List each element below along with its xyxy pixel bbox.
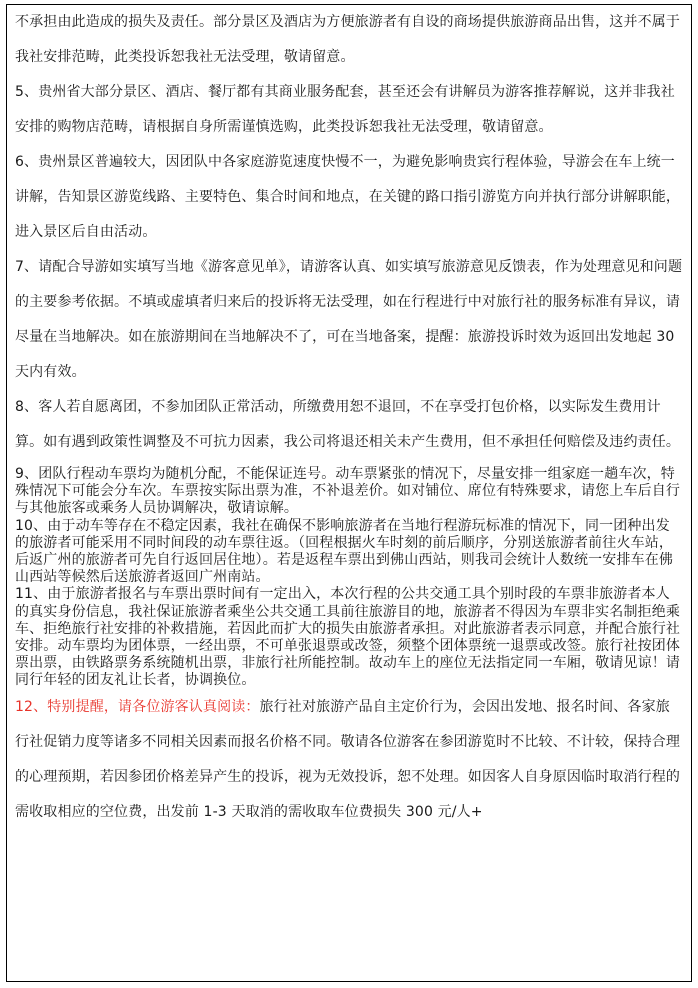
paragraph-7: 7、请配合导游如实填写当地《游客意见单》，请游客认真、如实填写旅游意见反馈表，作为处理意见和问题的主要参考依据。不填或虚填者归来后的投诉将无法受理，如在行程进行中对旅行社的服务标准有异议，请尽量在当地解决。如在旅游期间在当地解决不了，可在当地备案，提醒：旅游投诉时效为返回出发地起 30 天内有效。 — [15, 259, 683, 380]
paragraph-8: 8、客人若自愿离团，不参加团队正常活动，所缴费用恕不退回，不在享受打包价格，以实际发生费用计算。如有遇到政策性调整及不可抗力因素，我公司将退还相关未产生费用，但不承担任何赔偿及违约责任。 — [15, 399, 681, 450]
document-frame — [6, 4, 692, 982]
paragraph-12 — [15, 690, 683, 830]
paragraph-intro: 不承担由此造成的损失及责任。部分景区及酒店为方便旅游者有自设的商场提供旅游商品出售，这并不属于我社安排范畴，此类投诉恕我社无法受理，敬请留意。 — [15, 14, 681, 65]
paragraph-10: 10、由于动车等存在不稳定因素，我社在确保不影响旅游者在当地行程游玩标准的情况下，同一团种出发的旅游者可能采用不同时间段的动车票往返。（回程根据火车时刻的前后顺序，分别送旅游者前往火车站，后返广州的旅游者可先自行返回居住地）。若是返程车票出到佛山西站，则我司会统计人数统一安排车在佛山西站等候然后送旅游者返回广州南站。 — [15, 517, 674, 586]
paragraph-5: 5、贵州省大部分景区、酒店、餐厅都有其商业服务配套，甚至还会有讲解员为游客推荐解说，这并非我社安排的购物店范畴，请根据自身所需谨慎选购，此类投诉恕我社无法受理，敬请留意。 — [15, 84, 675, 135]
paragraph-9: 9、团队行程动车票均为随机分配，不能保证连号。动车票紧张的情况下，尽量安排一组家庭一趟车次，特殊情况下可能会分车次。车票按实际出票为准，不补退差价。如对铺位、席位有特殊要求，请您上车后自行与其他旅客或乘务人员协调解决，敬请谅解。 — [15, 466, 681, 517]
paragraph-12-body: 旅行社对旅游产品自主定价行为，会因出发地、报名时间、各家旅行社促销力度等诸多不同相关因素而报名价格不同。敬请各位游客在参团游览时不比较、不计较，保持合理的心理预期，若因参团价格差异产生的投诉，视为无效投诉，恕不处理。如因客人自身原因临时取消行程的需收取相应的空位费，出发前 1-3 天取消的需收取车位费损失 300 元/人+ — [15, 698, 681, 820]
paragraph-11: 11、由于旅游者报名与车票出票时间有一定出入，本次行程的公共交通工具个别时段的车票非旅游者本人的真实身份信息，我社保证旅游者乘坐公共交通工具前往旅游目的地，旅游者不得因为车票非实名制拒绝乘车、拒绝旅行社安排的补救措施，若因此而扩大的损失由旅游者承担。对此旅游者表示同意，并配合旅行社安排。动车票均为团体票，一经出票，不可单张退票或改签，须整个团体票统一退票或改签。旅行社按团体票出票，由铁路票务系统随机出票，非旅行社所能控制。故动车上的座位无法指定同一车厢，敬请见谅！请同行年轻的团友礼让长者，协调换位。 — [15, 586, 681, 689]
special-reminder-highlight: 12、特别提醒，请各位游客认真阅读： — [15, 698, 260, 715]
paragraph-6: 6、贵州景区普遍较大，因团队中各家庭游览速度快慢不一，为避免影响贵宾行程体验，导游会在车上统一讲解，告知景区游览线路、主要特色、集合时间和地点，在关键的路口指引游览方向并执行部分讲解职能，进入景区后自由活动。 — [15, 154, 681, 240]
